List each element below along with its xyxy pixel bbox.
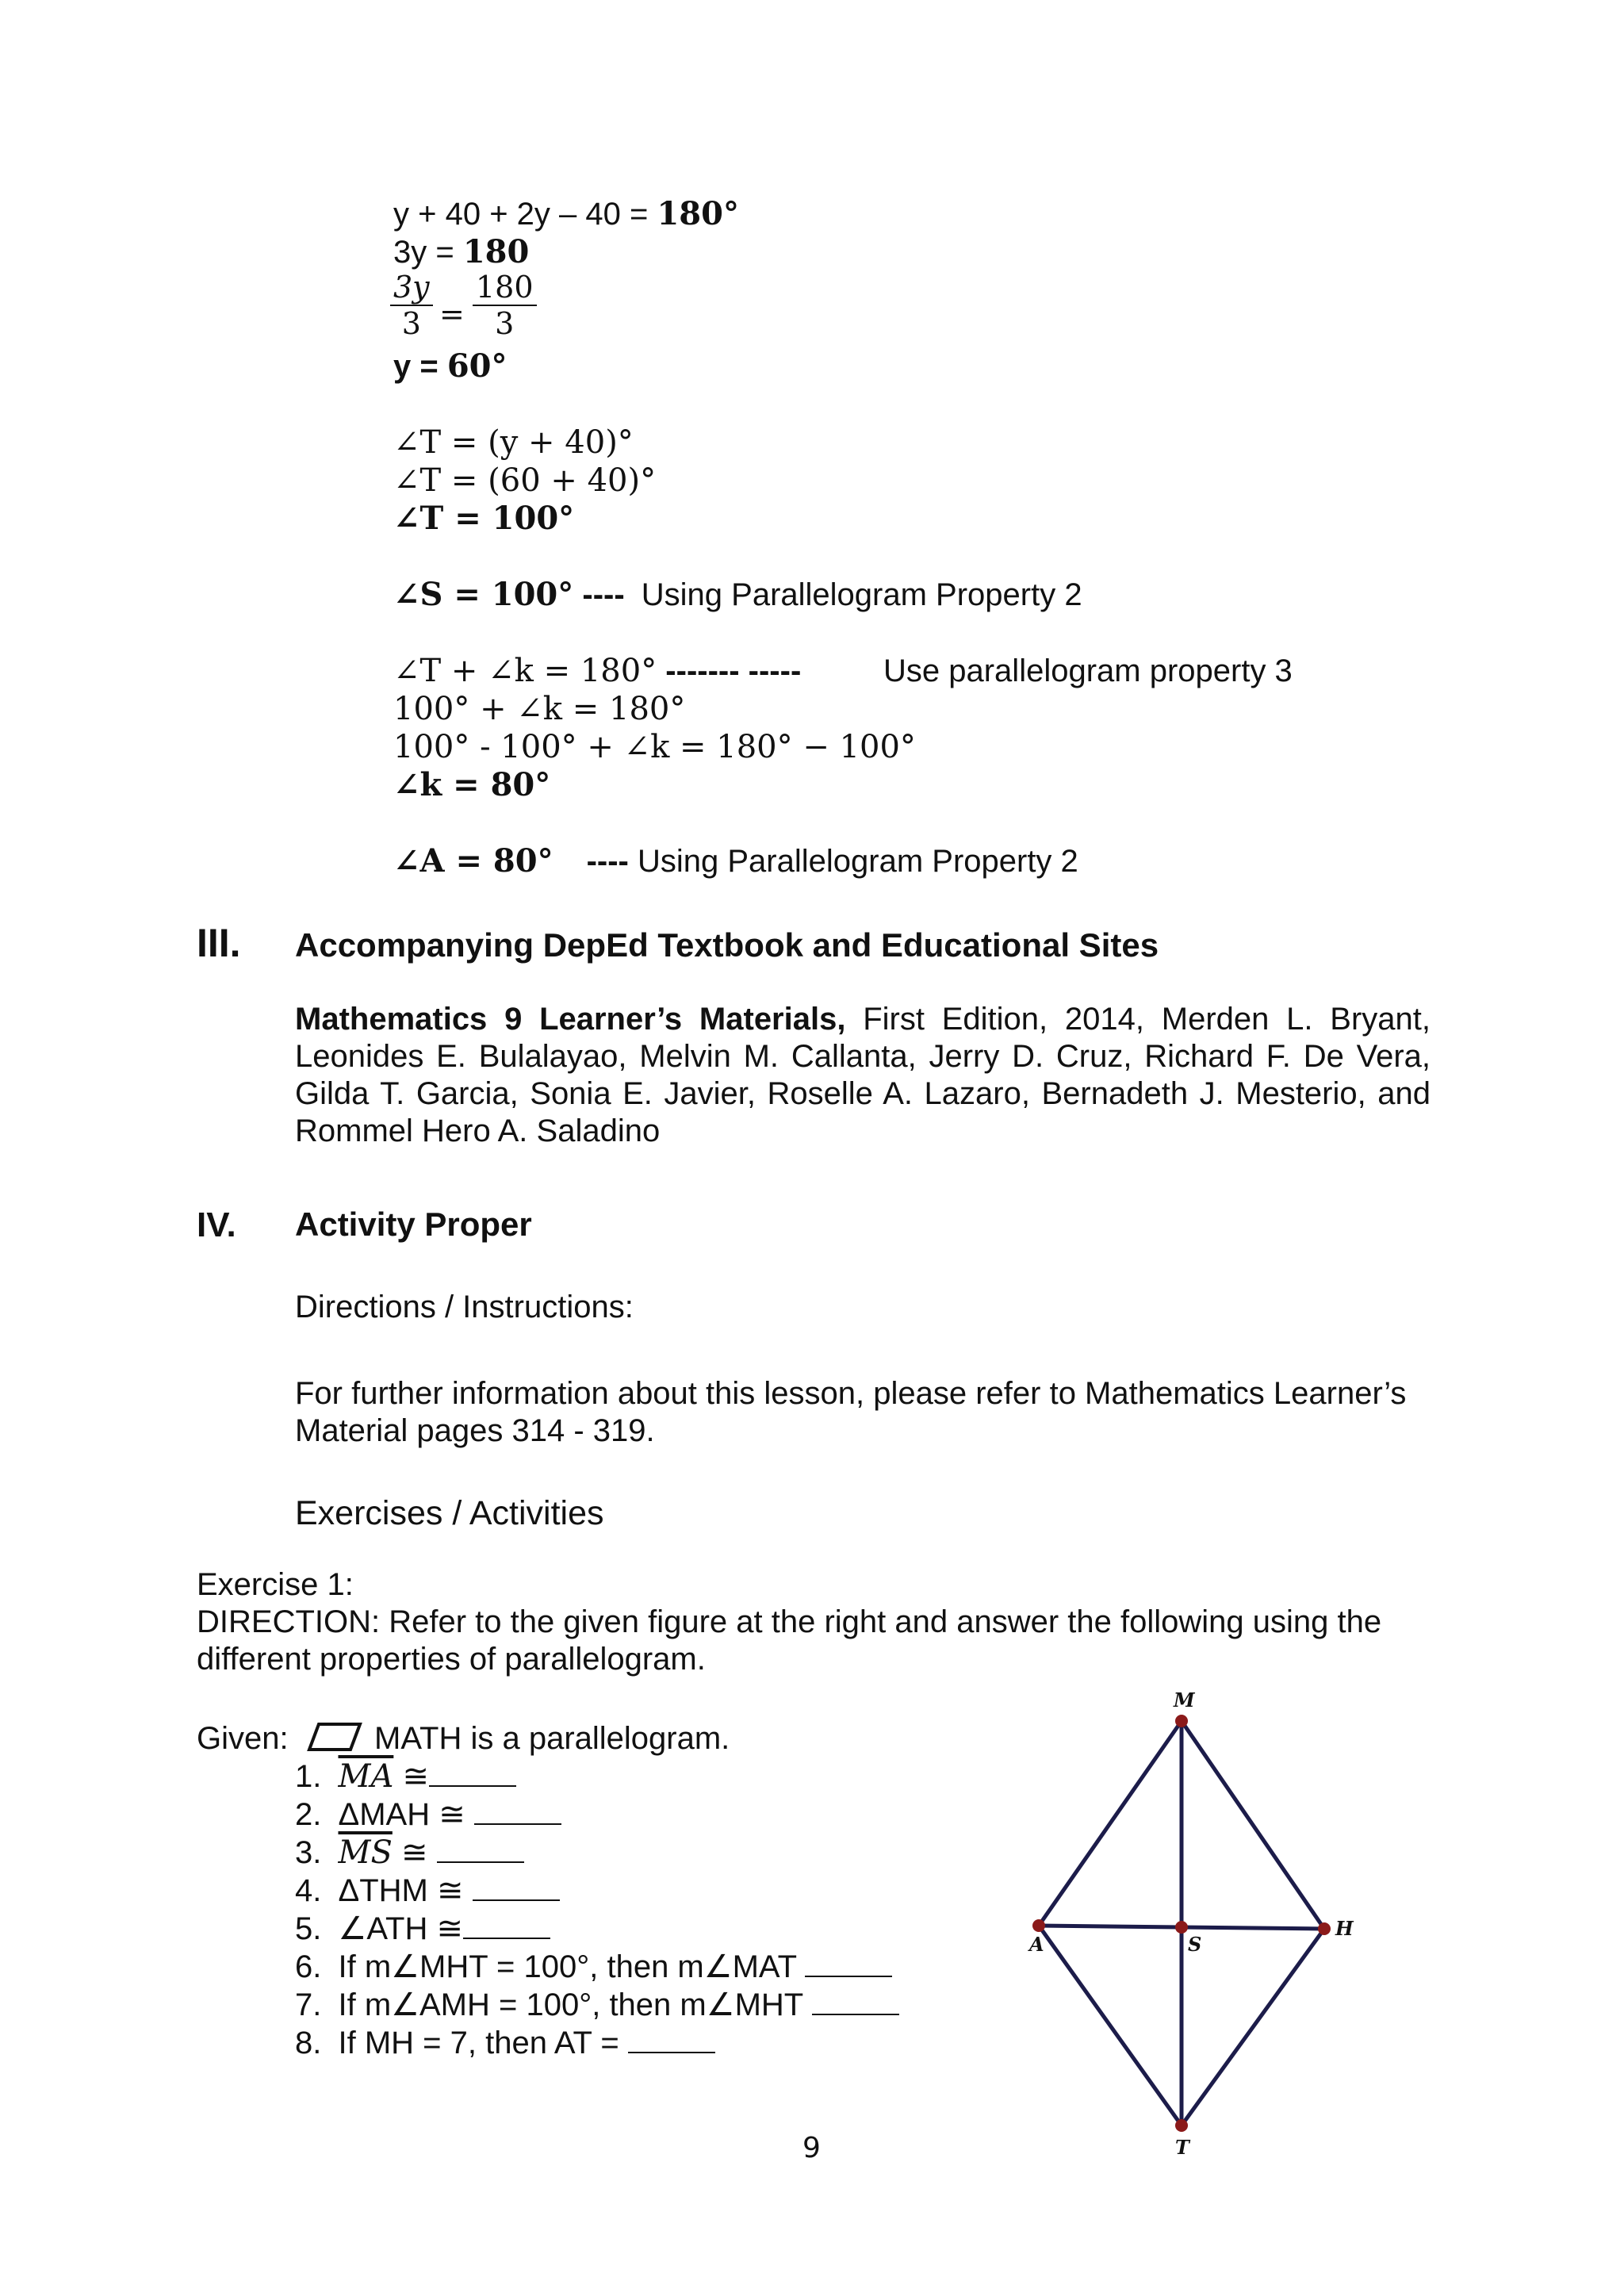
section-4-numeral: IV.: [197, 1205, 236, 1244]
label-m: M: [1174, 1688, 1195, 1711]
angle-k-step-1: ∠T + ∠k = 180° ------- -----: [393, 653, 802, 689]
exercises-label: Exercises / Activities: [295, 1494, 604, 1532]
list-item: 4. ΔTHM ≅: [295, 1872, 560, 1910]
section-3-numeral: III.: [197, 921, 241, 965]
side-ht: [1182, 1929, 1324, 2125]
exercise-1-direction: DIRECTION: Refer to the given figure at the right and answer the following using the different properties of parallelogram.: [197, 1604, 1382, 1677]
fraction-left: $\frac{3y}{3}$: [390, 270, 433, 341]
answer-blank[interactable]: [429, 1758, 516, 1787]
given-label: Given:: [197, 1721, 289, 1756]
side-at: [1039, 1926, 1182, 2125]
answer-blank[interactable]: [437, 1834, 524, 1863]
section-3-title: Accompanying DepEd Textbook and Educational Sites: [295, 926, 1159, 964]
parallelogram-icon: [306, 1721, 363, 1753]
label-t: T: [1175, 2136, 1189, 2159]
angle-s-line: ∠S = 100° ---- Using Parallelogram Property 2: [393, 576, 1082, 613]
further-info: For further information about this lesson, please refer to Mathematics Learner’s Material pages 314 - 319.: [295, 1376, 1407, 1448]
side-ma: [1039, 1721, 1182, 1926]
answer-blank[interactable]: [628, 2025, 715, 2053]
answer-blank[interactable]: [474, 1796, 561, 1825]
list-item: 8. If MH = 7, then AT =: [295, 2024, 715, 2062]
fraction-right: $\frac{180}{3}$: [473, 270, 537, 341]
angle-t-result: ∠T = 100°: [393, 500, 575, 537]
exercise-1-label: Exercise 1:: [197, 1567, 354, 1602]
equation-line-1: y + 40 + 2y – 40 = 180°: [393, 195, 739, 232]
page-number: 9: [802, 2132, 821, 2164]
angle-t-step-2: ∠T = (60 + 40)°: [393, 462, 657, 499]
list-item: 3. $\overline{MS}$ ≅: [295, 1834, 524, 1872]
directions-label: Directions / Instructions:: [295, 1290, 634, 1324]
answer-blank[interactable]: [812, 1987, 899, 2015]
textbook-reference: Mathematics 9 Learner’s Materials, First Edition, 2014, Merden L. Bryant, Leonides E. Bulalayao, Melvin M. Callanta, Jerry D. Cruz, Richard F. De Vera, Gilda T. Garcia, Sonia E. Javier, Roselle A. Lazaro, Bernadeth J. Mesterio, and Rommel Hero A. Saladino: [295, 1002, 1431, 1148]
parallelogram-figure: [1015, 1681, 1364, 2173]
equation-line-2: 3y = 180: [393, 233, 530, 270]
section-4-title: Activity Proper: [295, 1205, 532, 1243]
point-a: [1032, 1919, 1045, 1932]
point-h: [1318, 1922, 1331, 1935]
answer-blank[interactable]: [473, 1872, 560, 1901]
answer-blank[interactable]: [805, 1949, 892, 1977]
angle-a-line: ∠A = 80° ---- Using Parallelogram Property 2: [393, 842, 1078, 880]
given-text: MATH is a parallelogram.: [374, 1721, 730, 1756]
label-s: S: [1188, 1933, 1202, 1956]
list-item: 7. If m∠AMH = 100°, then m∠MHT: [295, 1986, 899, 2024]
side-mh: [1182, 1721, 1324, 1929]
answer-blank[interactable]: [463, 1911, 550, 1939]
label-h: H: [1335, 1917, 1354, 1940]
angle-k-note: Use parallelogram property 3: [883, 654, 1293, 688]
point-s: [1175, 1921, 1188, 1934]
angle-t-step-1: ∠T = (y + 40)°: [393, 424, 634, 461]
angle-k-step-3: 100° - 100° + ∠k = 180° − 100°: [393, 729, 916, 765]
list-item: 2. ΔMAH ≅: [295, 1796, 561, 1834]
list-item: 5. ∠ATH ≅: [295, 1910, 550, 1948]
angle-k-result: ∠k = 80°: [393, 766, 551, 803]
point-m: [1175, 1715, 1188, 1727]
result-y: y = 60°: [393, 347, 508, 385]
label-a: A: [1029, 1933, 1044, 1956]
angle-k-step-2: 100° + ∠k = 180°: [393, 691, 686, 727]
point-t: [1175, 2119, 1188, 2132]
list-item: 6. If m∠MHT = 100°, then m∠MAT: [295, 1948, 892, 1986]
fraction-equals: =: [439, 297, 465, 332]
list-item: 1. $\overline{MA}$ ≅: [295, 1757, 516, 1796]
